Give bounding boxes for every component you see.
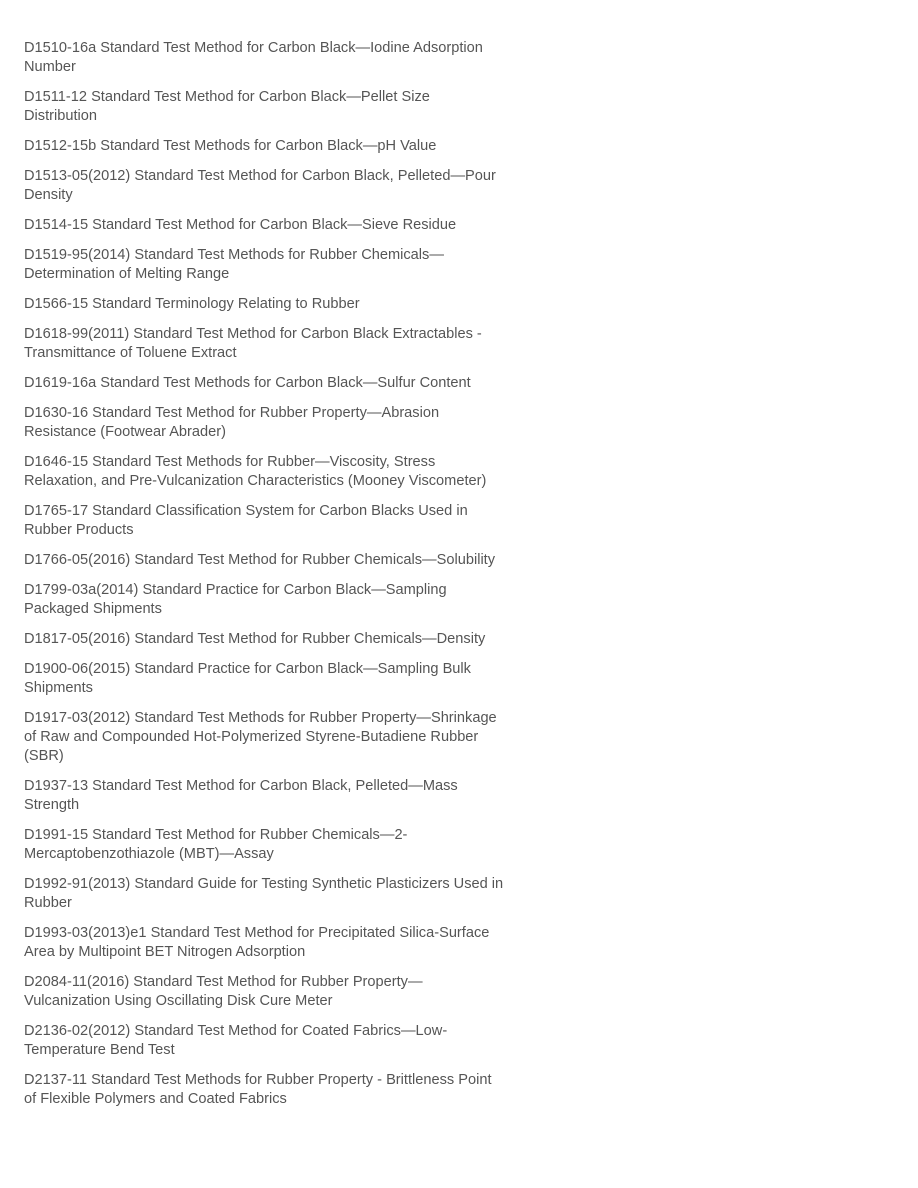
- standard-entry: D1993-03(2013)e1 Standard Test Method for Precipitated Silica-Surface Area by Multipoint BET Nitrogen Adsorption: [24, 925, 490, 960]
- standard-entry: D1512-15b Standard Test Methods for Carbon Black—pH Value: [24, 138, 437, 154]
- standard-entry: D1618-99(2011) Standard Test Method for Carbon Black Extractables - Transmittance of Toluene Extract: [24, 326, 482, 361]
- standard-entry: D2137-11 Standard Test Methods for Rubber Property - Brittleness Point of Flexible Polymers and Coated Fabrics: [24, 1072, 492, 1107]
- standard-entry: D1917-03(2012) Standard Test Methods for Rubber Property—Shrinkage of Raw and Compounded Hot-Polymerized Styrene-Butadiene Rubber (SBR): [24, 710, 497, 764]
- standard-entry: D2084-11(2016) Standard Test Method for Rubber Property— Vulcanization Using Oscillating Disk Cure Meter: [24, 974, 423, 1009]
- standard-entry: D1937-13 Standard Test Method for Carbon Black, Pelleted—Mass Strength: [24, 778, 458, 813]
- standard-entry: D1799-03a(2014) Standard Practice for Carbon Black—Sampling Packaged Shipments: [24, 582, 447, 617]
- standard-entry: D1519-95(2014) Standard Test Methods for Rubber Chemicals— Determination of Melting Range: [24, 247, 444, 282]
- standard-entry: D1511-12 Standard Test Method for Carbon Black—Pellet Size Distribution: [24, 89, 430, 124]
- standard-entry: D1566-15 Standard Terminology Relating to Rubber: [24, 296, 360, 312]
- standard-entry: D1630-16 Standard Test Method for Rubber Property—Abrasion Resistance (Footwear Abrader): [24, 405, 440, 440]
- standard-entry: D1646-15 Standard Test Methods for Rubber—Viscosity, Stress Relaxation, and Pre-Vulcanization Characteristics (Mooney Viscometer): [24, 454, 487, 489]
- standard-entry: D1817-05(2016) Standard Test Method for Rubber Chemicals—Density: [24, 631, 486, 647]
- standard-entry: D1510-16a Standard Test Method for Carbon Black—Iodine Adsorption Number: [24, 40, 483, 75]
- standard-entry: D1900-06(2015) Standard Practice for Carbon Black—Sampling Bulk Shipments: [24, 661, 471, 696]
- standard-entry: D1766-05(2016) Standard Test Method for Rubber Chemicals—Solubility: [24, 552, 496, 568]
- standard-entry: D1619-16a Standard Test Methods for Carbon Black—Sulfur Content: [24, 375, 471, 391]
- standard-entry: D1991-15 Standard Test Method for Rubber Chemicals—2-Mercaptobenzothiazole (MBT)—Assay: [24, 827, 408, 862]
- standard-entry: D1513-05(2012) Standard Test Method for Carbon Black, Pelleted—Pour Density: [24, 168, 496, 203]
- standard-entry: D2136-02(2012) Standard Test Method for Coated Fabrics—Low-Temperature Bend Test: [24, 1023, 448, 1058]
- standards-list: [24, 39, 504, 1120]
- standard-entry: D1514-15 Standard Test Method for Carbon Black—Sieve Residue: [24, 217, 457, 233]
- standard-entry: D1992-91(2013) Standard Guide for Testing Synthetic Plasticizers Used in Rubber: [24, 876, 504, 911]
- standard-entry: D1765-17 Standard Classification System for Carbon Blacks Used in Rubber Products: [24, 503, 468, 538]
